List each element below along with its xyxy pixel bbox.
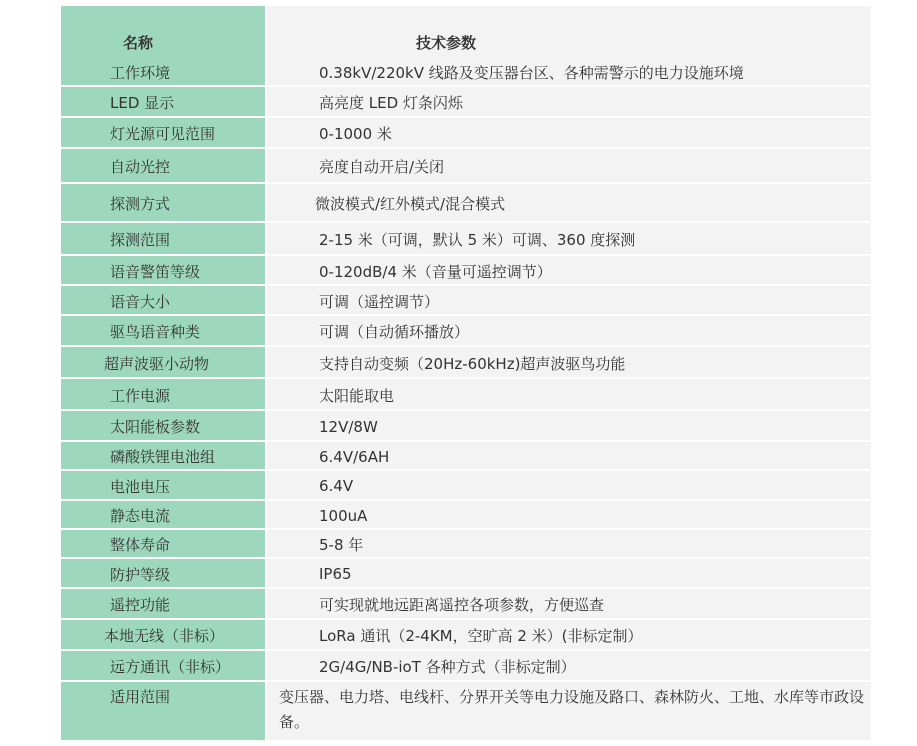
row-name: 语音警笛等级 (61, 256, 265, 286)
row-value: 微波模式/红外模式/混合模式 (267, 184, 871, 223)
row-name: 远方通讯（非标） (61, 651, 265, 682)
row-name: 驱鸟语音种类 (61, 316, 265, 347)
row-value: IP65 (267, 559, 871, 589)
row-name: 工作环境 (61, 58, 265, 87)
table-row (61, 411, 871, 442)
table-row (61, 87, 871, 118)
table-row (61, 286, 871, 316)
row-value: 5-8 年 (267, 530, 871, 559)
table-row (61, 316, 871, 347)
row-value: 太阳能取电 (267, 379, 871, 411)
table-row (61, 501, 871, 530)
row-name: 语音大小 (61, 286, 265, 316)
row-name: 遥控功能 (61, 589, 265, 620)
row-value: 可调（自动循环播放） (267, 316, 871, 347)
table-row (61, 530, 871, 559)
row-value: 支持自动变频（20Hz-60kHz)超声波驱鸟功能 (267, 347, 871, 379)
row-value: 2G/4G/NB-ioT 各种方式（非标定制） (267, 651, 871, 682)
row-value: 高亮度 LED 灯条闪烁 (267, 87, 871, 118)
row-name: 太阳能板参数 (61, 411, 265, 442)
table-row (61, 442, 871, 471)
row-value: 100uA (267, 501, 871, 530)
table-row (61, 223, 871, 256)
row-value: LoRa 通讯（2-4KM，空旷高 2 米）(非标定制） (267, 620, 871, 651)
row-name: 本地无线（非标） (61, 620, 265, 651)
row-name: 静态电流 (61, 501, 265, 530)
row-name: 工作电源 (61, 379, 265, 411)
spec-table (61, 6, 871, 740)
row-name: 整体寿命 (61, 530, 265, 559)
row-name: 防护等级 (61, 559, 265, 589)
row-name: 磷酸铁锂电池组 (61, 442, 265, 471)
table-header-row (61, 6, 871, 58)
table-row (61, 620, 871, 651)
row-value: 6.4V (267, 471, 871, 501)
header-value-cell: 技术参数 (267, 6, 871, 58)
row-value: 0.38kV/220kV 线路及变压器台区、各种需警示的电力设施环境 (267, 58, 871, 87)
row-value (267, 682, 871, 740)
row-name: 超声波驱小动物 (61, 347, 265, 379)
row-value-text: 变压器、电力塔、电线杆、分界开关等电力设施及路口、森林防火、工地、水库等市政设备。 (279, 688, 865, 731)
row-name: LED 显示 (61, 87, 265, 118)
row-value: 可实现就地远距离遥控各项参数，方便巡查 (267, 589, 871, 620)
row-value: 12V/8W (267, 411, 871, 442)
row-name: 适用范围 (61, 682, 265, 740)
table-row (61, 149, 871, 184)
table-row (61, 559, 871, 589)
row-name: 灯光源可见范围 (61, 118, 265, 149)
table-row (61, 347, 871, 379)
table-row (61, 589, 871, 620)
header-name-cell: 名称 (61, 6, 265, 58)
row-name: 电池电压 (61, 471, 265, 501)
table-row (61, 651, 871, 682)
table-row (61, 58, 871, 87)
row-value: 2-15 米（可调，默认 5 米）可调、360 度探测 (267, 223, 871, 256)
row-name: 探测方式 (61, 184, 265, 223)
row-value: 6.4V/6AH (267, 442, 871, 471)
table-row (61, 682, 871, 740)
table-row (61, 118, 871, 149)
table-row (61, 379, 871, 411)
row-value: 0-120dB/4 米（音量可遥控调节） (267, 256, 871, 286)
table-row (61, 256, 871, 286)
row-name: 自动光控 (61, 149, 265, 184)
table-row (61, 471, 871, 501)
row-value: 亮度自动开启/关闭 (267, 149, 871, 184)
row-value: 可调（遥控调节） (267, 286, 871, 316)
table-row (61, 184, 871, 223)
row-name: 探测范围 (61, 223, 265, 256)
row-value: 0-1000 米 (267, 118, 871, 149)
